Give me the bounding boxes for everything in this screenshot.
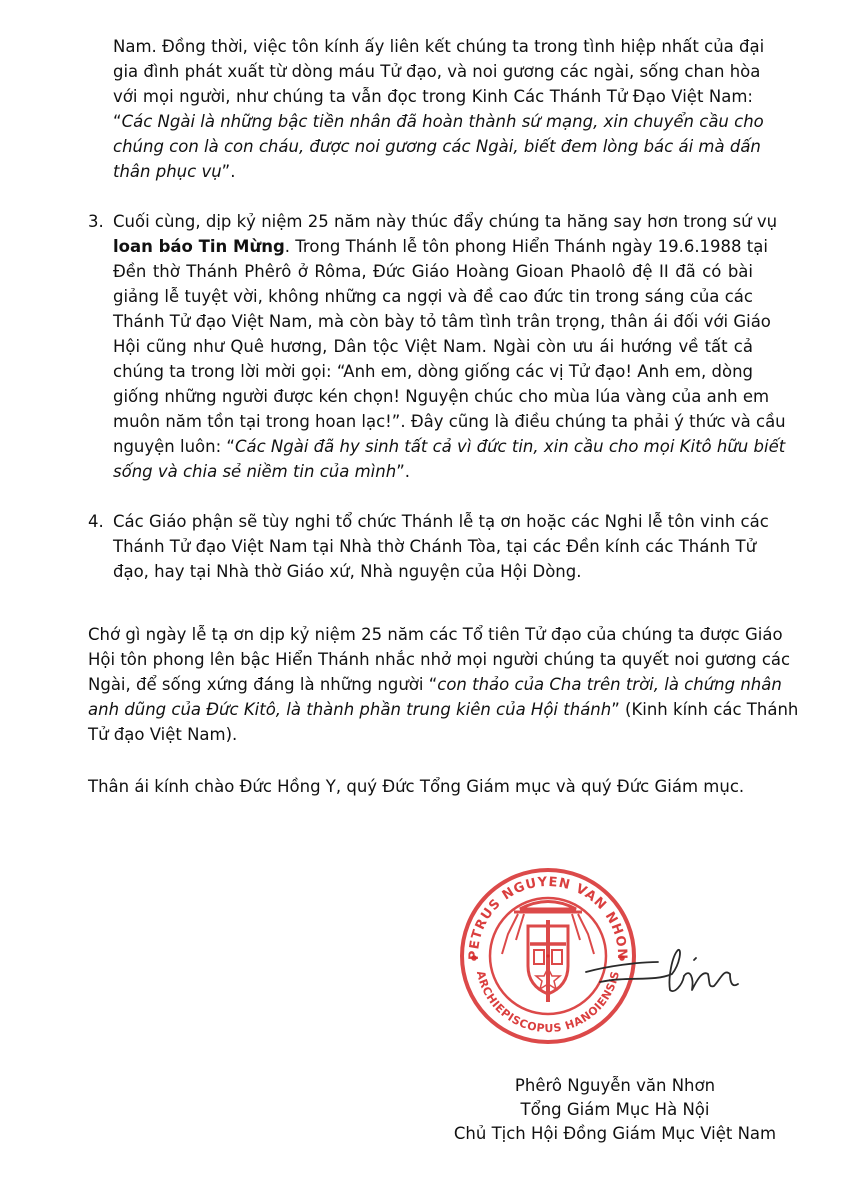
text-line: Các Giáo phận sẽ tùy nghi tổ chức Thánh lễ tạ ơn hoặc các Nghi lễ tôn vinh các (113, 512, 769, 531)
text-line: Hội tôn phong lên bậc Hiển Thánh nhắc nhở mọi người chúng ta quyết noi gương các (88, 650, 791, 669)
text-line: với mọi người, như chúng ta vẫn đọc trong Kinh Các Thánh Tử Đạo Việt Nam: (113, 87, 753, 106)
text-line (113, 434, 786, 459)
closing-paragraph (88, 622, 799, 747)
text-line: giống những người được kén chọn! Nguyện chúc cho mùa lúa vàng của anh em (113, 387, 770, 406)
text-line: muôn năm tồn tại trong hoan lạc!”. Đây cũng là điều chúng ta phải ý thức và cầu (113, 412, 786, 431)
quote-mark: ”. (221, 162, 236, 181)
archbishop-seal-icon (458, 864, 748, 1044)
quote-mark: ”. (396, 462, 410, 481)
quote-text: Các Ngài đã hy sinh tất cả vì đức tin, xin cầu cho mọi Kitô hữu biết (234, 437, 786, 456)
text-line: Thánh Tử đạo Việt Nam tại Nhà thờ Chánh Tòa, tại các Đền kính các Thánh Tử (113, 537, 757, 556)
text-line: đạo, hay tại Nhà thờ Giáo xứ, Nhà nguyện của Hội Dòng. (113, 562, 582, 581)
text-line: giảng lễ tuyệt vời, không những ca ngợi và đề cao đức tin trong sáng của các (113, 287, 753, 306)
list-number: 3. (88, 212, 104, 231)
continuation-paragraph (113, 34, 765, 184)
seal-and-signature (458, 864, 748, 1044)
text-line: Đền thờ Thánh Phêrô ở Rôma, Đức Giáo Hoàng Gioan Phaolô đệ II đã có bài (113, 262, 753, 281)
list-item-3 (113, 209, 786, 484)
text-line (113, 459, 753, 484)
text-line (88, 672, 782, 697)
quote-text: sống và chia sẻ niềm tin của mình (113, 462, 397, 481)
list-number: 4. (88, 512, 104, 531)
quote-text: thân phục vụ (113, 162, 222, 181)
text-line: gia đình phát xuất từ dòng máu Tử đạo, và noi gương các ngài, sống chan hòa (113, 62, 761, 81)
bold-phrase: loan báo Tin Mừng (113, 237, 285, 256)
quote-text: anh dũng của Đức Kitô, là thành phần trung kiên của Hội thánh (88, 700, 612, 719)
signer-title: Chủ Tịch Hội Đồng Giám Mục Việt Nam (453, 1124, 777, 1143)
signer-name: Phêrô Nguyễn văn Nhơn (514, 1076, 716, 1095)
text-line (88, 697, 799, 722)
text-line: chúng ta trong lời mời gọi: “Anh em, dòng giống các vị Tử đạo! Anh em, dòng (113, 362, 753, 381)
text-span: nguyện luôn: “ (113, 437, 235, 456)
svg-text:PETRUS NGUYEN VAN NHON: PETRUS NGUYEN VAN NHON (466, 874, 630, 961)
text-line: Thân ái kính chào Đức Hồng Y, quý Đức Tổng Giám mục và quý Đức Giám mục. (88, 777, 745, 796)
quote-text: Các Ngài là những bậc tiền nhân đã hoàn thành sứ mạng, xin chuyển cầu cho (121, 112, 764, 131)
quote-line (113, 134, 761, 159)
signer-title: Tổng Giám Mục Hà Nội (520, 1100, 710, 1119)
text-line: Nam. Đồng thời, việc tôn kính ấy liên kết chúng ta trong tình hiệp nhất của đại (113, 37, 765, 56)
signature-block (380, 1074, 844, 1146)
greeting (88, 774, 753, 799)
quote-mark: “ (113, 112, 122, 131)
list-item-4 (113, 509, 769, 584)
text-span: . Trong Thánh lễ tôn phong Hiển Thánh ngày 19.6.1988 tại (284, 237, 768, 256)
text-line (113, 234, 768, 259)
text-line: Hội cũng như Quê hương, Dân tộc Việt Nam. Ngài còn ưu ái hướng về tất cả (113, 337, 753, 356)
text-span: ” (Kinh kính các Thánh (611, 700, 799, 719)
quote-text: con thảo của Cha trên trời, là chứng nhân (437, 675, 782, 694)
quote-text: chúng con là con cháu, được noi gương các Ngài, biết đem lòng bác ái mà dấn (113, 137, 761, 156)
text-line: Cuối cùng, dịp kỷ niệm 25 năm này thúc đẩy chúng ta hăng say hơn trong sứ vụ (113, 212, 778, 231)
text-line: Chớ gì ngày lễ tạ ơn dịp kỷ niệm 25 năm các Tổ tiên Tử đạo của chúng ta được Giáo (88, 625, 783, 644)
svg-text:ARCHIEPISCOPUS HANOIENSIS: ARCHIEPISCOPUS HANOIENSIS (473, 969, 623, 1036)
quote-line (113, 159, 753, 184)
text-line: Tử đạo Việt Nam). (88, 725, 238, 744)
text-line: Thánh Tử đạo Việt Nam, mà còn bày tỏ tâm tình trân trọng, thân ái đối với Giáo (113, 312, 771, 331)
quote-line (113, 109, 764, 134)
text-span: Ngài, để sống xứng đáng là những người “ (88, 675, 438, 694)
